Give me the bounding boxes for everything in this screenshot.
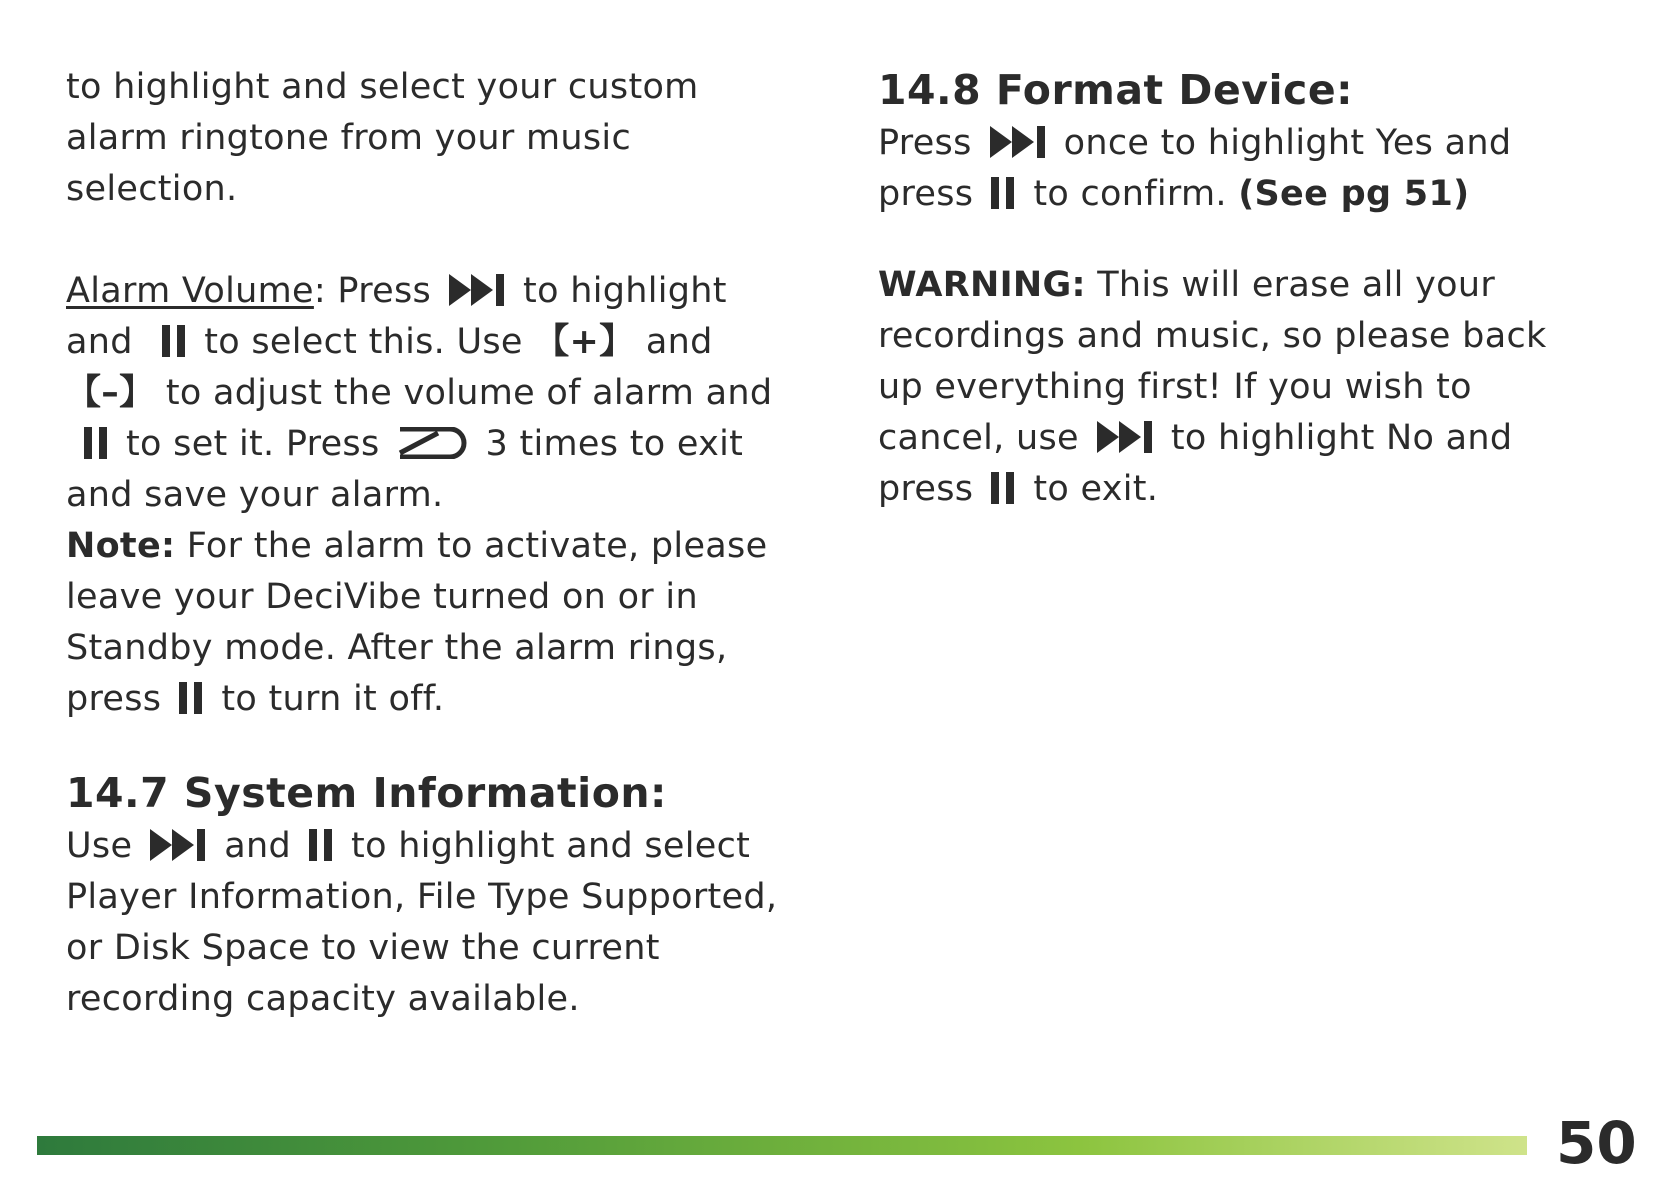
system-information-paragraph: Use and to highlight and select Player Information, File Type Supported, or Disk Space to view the current recording capacity available.: [66, 826, 778, 1019]
left-column: [66, 62, 786, 1025]
pause-icon: [991, 472, 1015, 504]
skip-forward-icon: [150, 829, 206, 861]
ringtone-paragraph: to highlight and select your custom alarm ringtone from your music selection.: [66, 67, 699, 209]
see-page-reference: (See pg 51): [1238, 174, 1470, 214]
note-paragraph: Note: For the alarm to activate, please leave your DeciVibe turned on or in Standby mode. After the alarm rings, press to turn it off.: [66, 526, 768, 719]
pause-icon: [162, 325, 186, 357]
plus-key: 【+】: [534, 322, 635, 362]
minus-key: 【–】: [66, 373, 155, 413]
alarm-volume-label: Alarm Volume: [66, 271, 314, 311]
pause-icon: [991, 177, 1015, 209]
skip-forward-icon: [449, 274, 505, 306]
footer-gradient-bar: [37, 1136, 1527, 1155]
note-label: Note:: [66, 526, 176, 566]
skip-forward-icon: [1097, 421, 1153, 453]
warning-paragraph: WARNING: This will erase all your recordings and music, so please back up everything first! If you wish to cancel, use to highlight No and press to exit.: [878, 265, 1547, 509]
back-icon: [398, 427, 468, 459]
pause-icon: [309, 829, 333, 861]
format-device-paragraph: Press once to highlight Yes and press to confirm. (See pg 51): [878, 123, 1512, 214]
alarm-volume-paragraph: Alarm Volume: Press to highlight and to select this. Use 【+】 and 【–】 to adjust the volume of alarm and to set it. Press 3 times to exit and save your alarm.: [66, 271, 773, 515]
pause-icon: [179, 682, 203, 714]
right-column: [878, 62, 1598, 515]
system-information-heading: 14.7 System Information:: [66, 769, 667, 817]
pause-icon: [84, 427, 108, 459]
page-number: 50: [1556, 1109, 1637, 1177]
skip-forward-icon: [990, 126, 1046, 158]
warning-label: WARNING:: [878, 265, 1086, 305]
format-device-heading: 14.8 Format Device:: [878, 66, 1354, 114]
